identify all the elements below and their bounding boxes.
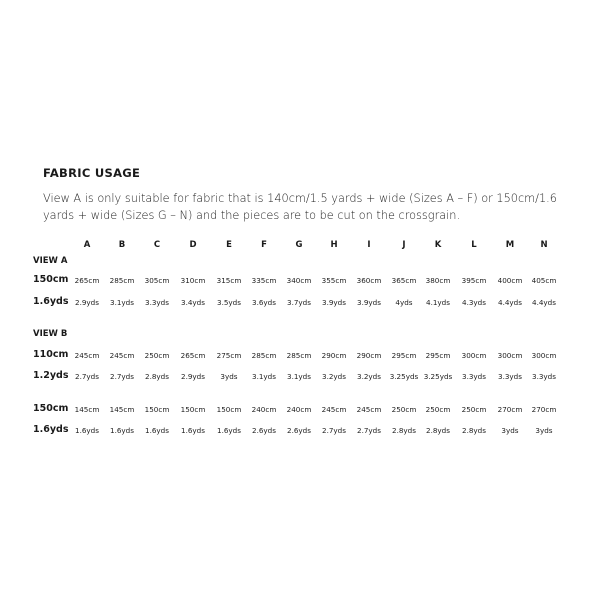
table-cell: 2.9yds — [181, 372, 205, 381]
row-label: 1.6yds — [33, 296, 69, 307]
table-cell: 245cm — [321, 405, 347, 414]
table-cell: 2.8yds — [426, 426, 450, 435]
table-cell: 380cm — [425, 276, 451, 285]
table-cell: 265cm — [74, 276, 100, 285]
size-header-c: C — [153, 240, 161, 250]
table-cell: 3.7yds — [287, 298, 311, 307]
table-cell: 4.4yds — [498, 298, 522, 307]
table-cell: 3.9yds — [322, 298, 346, 307]
table-cell: 240cm — [251, 405, 277, 414]
table-cell: 4.1yds — [426, 298, 450, 307]
table-cell: 1.6yds — [181, 426, 205, 435]
table-cell: 3.2yds — [357, 372, 381, 381]
table-cell: 2.7yds — [322, 426, 346, 435]
table-cell: 4.4yds — [532, 298, 556, 307]
table-cell: 1.6yds — [75, 426, 99, 435]
table-cell: 3.3yds — [532, 372, 556, 381]
table-cell: 285cm — [109, 276, 135, 285]
table-cell: 1.6yds — [217, 426, 241, 435]
table-cell: 3.3yds — [498, 372, 522, 381]
table-cell: 3.1yds — [110, 298, 134, 307]
table-cell: 3.4yds — [181, 298, 205, 307]
table-cell: 340cm — [286, 276, 312, 285]
size-header-f: F — [261, 240, 267, 250]
table-cell: 360cm — [356, 276, 382, 285]
table-cell: 3.3yds — [462, 372, 486, 381]
table-cell: 265cm — [180, 351, 206, 360]
table-cell: 2.9yds — [75, 298, 99, 307]
table-cell: 2.8yds — [392, 426, 416, 435]
table-cell: 3.1yds — [252, 372, 276, 381]
row-label: 150cm — [33, 274, 69, 285]
table-cell: 2.8yds — [145, 372, 169, 381]
table-cell: 3yds — [220, 372, 238, 381]
table-cell: 355cm — [321, 276, 347, 285]
size-header-l: L — [471, 240, 477, 250]
table-cell: 315cm — [216, 276, 242, 285]
section-title: FABRIC USAGE — [43, 166, 141, 180]
table-cell: 4.3yds — [462, 298, 486, 307]
table-cell: 2.8yds — [462, 426, 486, 435]
size-header-d: D — [189, 240, 197, 250]
table-cell: 295cm — [425, 351, 451, 360]
size-header-k: K — [434, 240, 442, 250]
size-header-m: M — [505, 240, 515, 250]
table-cell: 1.6yds — [110, 426, 134, 435]
table-cell: 145cm — [74, 405, 100, 414]
table-cell: 4yds — [395, 298, 413, 307]
view-label: VIEW A — [33, 256, 68, 266]
table-cell: 3.25yds — [423, 372, 453, 381]
table-cell: 290cm — [321, 351, 347, 360]
row-label: 1.2yds — [33, 370, 69, 381]
size-header-b: B — [118, 240, 126, 250]
intro-paragraph: View A is only suitable for fabric that is 140cm/1.5 yards + wide (Sizes A – F) or 150cm/1.6 yards + wide (Sizes G – N) and the pieces are to be cut on the crossgrain. — [43, 192, 557, 222]
table-cell: 290cm — [356, 351, 382, 360]
row-label: 1.6yds — [33, 424, 69, 435]
table-cell: 245cm — [356, 405, 382, 414]
table-cell: 295cm — [391, 351, 417, 360]
table-cell: 250cm — [425, 405, 451, 414]
table-cell: 145cm — [109, 405, 135, 414]
table-cell: 3yds — [501, 426, 519, 435]
row-label: 150cm — [33, 403, 69, 414]
table-cell: 3yds — [535, 426, 553, 435]
size-header-n: N — [540, 240, 548, 250]
table-cell: 3.6yds — [252, 298, 276, 307]
table-cell: 3.9yds — [357, 298, 381, 307]
size-header-a: A — [83, 240, 91, 250]
table-cell: 245cm — [109, 351, 135, 360]
table-cell: 2.7yds — [357, 426, 381, 435]
table-cell: 2.6yds — [252, 426, 276, 435]
table-cell: 150cm — [144, 405, 170, 414]
table-cell: 2.7yds — [75, 372, 99, 381]
table-cell: 300cm — [497, 351, 523, 360]
table-cell: 2.6yds — [287, 426, 311, 435]
table-cell: 250cm — [144, 351, 170, 360]
table-cell: 395cm — [461, 276, 487, 285]
size-header-e: E — [226, 240, 232, 250]
table-cell: 365cm — [391, 276, 417, 285]
table-cell: 3.1yds — [287, 372, 311, 381]
view-label: VIEW B — [33, 329, 68, 339]
table-cell: 300cm — [461, 351, 487, 360]
table-cell: 275cm — [216, 351, 242, 360]
size-header-h: H — [330, 240, 338, 250]
table-cell: 3.25yds — [389, 372, 419, 381]
table-cell: 240cm — [286, 405, 312, 414]
table-cell: 300cm — [531, 351, 557, 360]
table-cell: 3.2yds — [322, 372, 346, 381]
table-cell: 150cm — [216, 405, 242, 414]
table-cell: 305cm — [144, 276, 170, 285]
table-cell: 285cm — [286, 351, 312, 360]
table-cell: 1.6yds — [145, 426, 169, 435]
table-cell: 150cm — [180, 405, 206, 414]
table-cell: 400cm — [497, 276, 523, 285]
table-cell: 250cm — [391, 405, 417, 414]
size-header-g: G — [295, 240, 303, 250]
table-cell: 270cm — [531, 405, 557, 414]
size-header-i: I — [367, 240, 371, 250]
table-cell: 335cm — [251, 276, 277, 285]
size-header-j: J — [402, 240, 406, 250]
table-cell: 250cm — [461, 405, 487, 414]
row-label: 110cm — [33, 349, 69, 360]
table-cell: 245cm — [74, 351, 100, 360]
table-cell: 270cm — [497, 405, 523, 414]
table-cell: 310cm — [180, 276, 206, 285]
table-cell: 3.5yds — [217, 298, 241, 307]
table-cell: 285cm — [251, 351, 277, 360]
table-cell: 3.3yds — [145, 298, 169, 307]
table-cell: 405cm — [531, 276, 557, 285]
table-cell: 2.7yds — [110, 372, 134, 381]
